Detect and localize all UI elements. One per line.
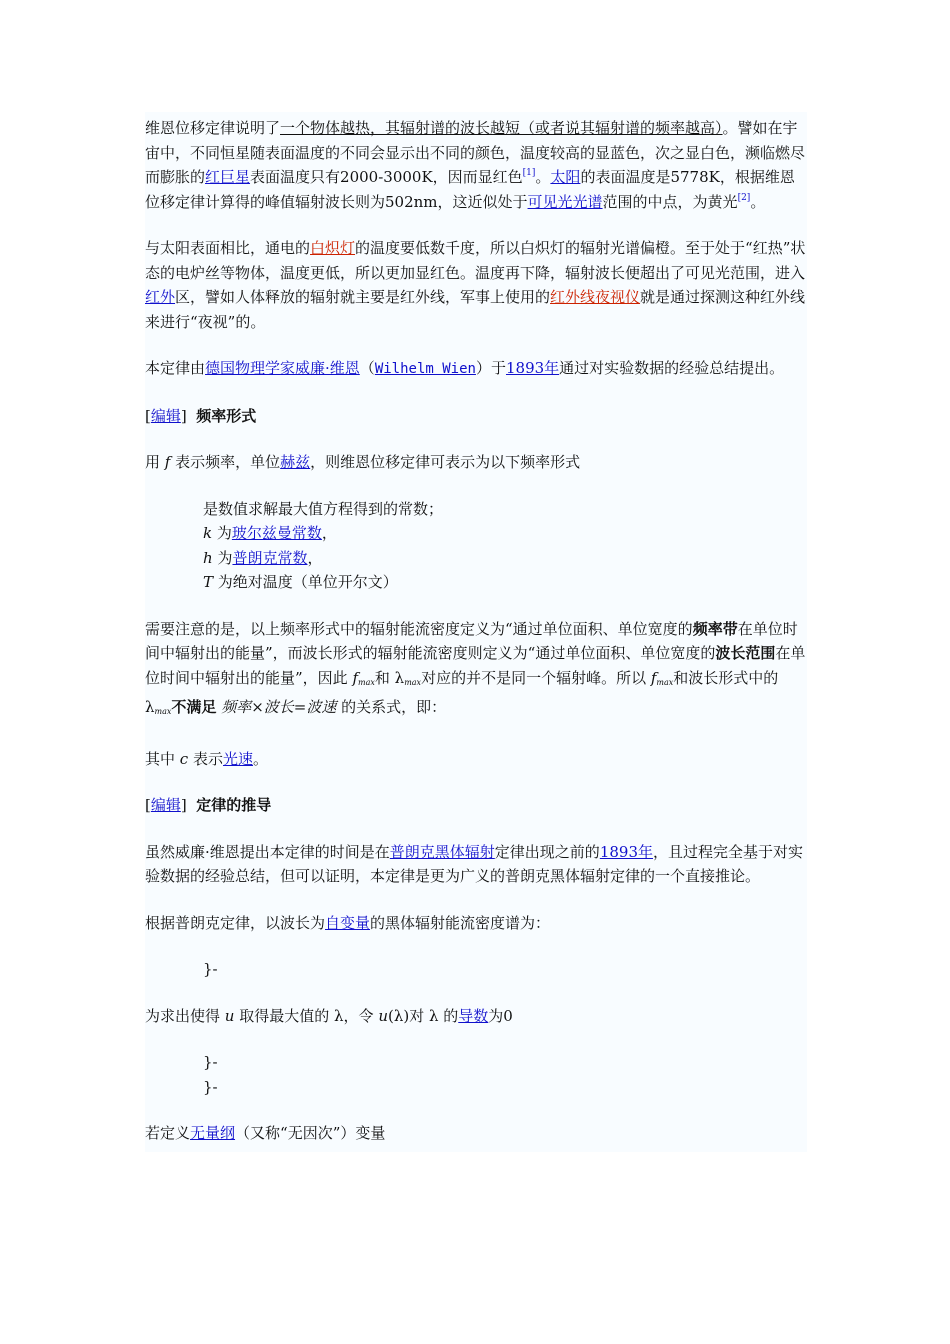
link-speed-of-light[interactable]: 光速 <box>223 749 254 768</box>
text: 为 <box>217 548 233 567</box>
text: 为绝对温度（单位开尔文） <box>217 573 398 591</box>
text: 。 <box>750 192 766 211</box>
paragraph-frequency <box>145 450 807 475</box>
text: 的温度要低数千度，所以白炽灯的辐射光谱偏橙。至于处于“红热”状态的电炉丝等物体，温度更低，所以更加显红色。温度再下降，辐射波长便超出了可见光范围，进入 <box>145 239 806 282</box>
list-item <box>203 497 807 522</box>
text: 为0 <box>488 1006 513 1025</box>
text: 和 <box>374 668 395 687</box>
symbol-lambda: λ <box>145 698 155 716</box>
text: 的关系式，即： <box>341 698 447 716</box>
link-planck-constant[interactable]: 普朗克常数 <box>232 548 308 567</box>
text: ，且过程完全基于对实验数据的经验总结，但可以证明，本定律是更为广义的普朗克黑体辐射定律的一个直接推论。 <box>145 842 804 885</box>
text: （ <box>359 359 375 377</box>
symbol-f: f <box>164 453 171 471</box>
list-item <box>203 546 807 571</box>
link-sun[interactable]: 太阳 <box>550 168 581 186</box>
reference-2[interactable]: [2] <box>737 192 751 203</box>
equation-placeholder: }- <box>203 960 218 978</box>
bold-text: 波长范围 <box>715 644 776 662</box>
paragraph-note <box>145 617 807 725</box>
text: 是数值求解最大值方程得到的常数； <box>203 499 444 518</box>
edit-link[interactable]: 编辑 <box>150 406 181 425</box>
subscript: max <box>656 677 674 687</box>
definition-list <box>145 497 807 595</box>
text: 其中 <box>145 749 176 768</box>
symbol-u: u <box>378 1006 388 1025</box>
paragraph-dimensionless <box>145 1121 807 1146</box>
text: 就是通过探测这种红外线来进行“夜视”的。 <box>145 288 806 331</box>
symbol-t: T <box>203 573 214 591</box>
list-item <box>203 570 807 595</box>
text: 取得最大值的 λ，令 <box>239 1006 374 1025</box>
text: 根据普朗克定律，以波长为 <box>145 913 326 932</box>
section-heading-derivation: [编辑] 定律的推导 <box>145 796 272 814</box>
list-item <box>203 521 807 546</box>
text: ， <box>321 524 337 542</box>
text: 表示频率，单位 <box>175 453 281 471</box>
reference-1[interactable]: [1] <box>522 168 536 178</box>
text: 。 <box>253 749 269 768</box>
equation-placeholder: }- <box>203 1077 218 1096</box>
link-incandescent-bulb[interactable]: 白炽灯 <box>310 239 356 257</box>
text: 范围的中点，为黄光 <box>602 192 738 211</box>
paragraph-light-speed <box>145 747 807 772</box>
edit-link[interactable]: 编辑 <box>150 796 181 814</box>
link-visible-spectrum[interactable]: 可见光光谱 <box>527 192 603 211</box>
link-red-giant[interactable]: 红巨星 <box>205 168 251 186</box>
symbol-f: f <box>650 668 657 687</box>
text: 区，譬如人体释放的辐射就主要是红外线，军事上使用的 <box>175 288 551 306</box>
bold-text: 频率带 <box>692 619 738 638</box>
link-year-1893[interactable]: 1893年 <box>505 359 560 377</box>
text: 本定律由 <box>145 359 206 377</box>
text: 的表面温度是5778K，根据维恩位移定律计算得的峰值辐射波长则为502nm，这近似处于 <box>145 168 795 211</box>
text: 需要注意的是，以上频率形式中的辐射能流密度定义为“通过单位面积、单位宽度的 <box>145 619 693 638</box>
underlined-text: 一个物体越热，其辐射谱的波长越短（或者说其辐射谱的频率越高） <box>280 119 723 137</box>
subscript: max <box>154 707 172 716</box>
section-heading-frequency-form: [编辑] 频率形式 <box>145 406 257 425</box>
subscript: max <box>404 677 422 687</box>
link-boltzmann-constant[interactable]: 玻尔兹曼常数 <box>231 524 322 542</box>
link-year-1893[interactable]: 1893年 <box>599 842 653 861</box>
text: 通过对实验数据的经验总结提出。 <box>559 359 785 377</box>
link-night-vision[interactable]: 红外线夜视仪 <box>550 288 641 306</box>
text: 对应的并不是同一个辐射峰。所以 <box>421 668 651 687</box>
text: ，则维恩位移定律可表示为以下频率形式 <box>310 453 581 471</box>
text: 表示 <box>192 749 223 768</box>
text: 与太阳表面相比，通电的 <box>145 239 311 257</box>
equation-placeholder: }- <box>203 1053 218 1071</box>
subscript: max <box>358 677 375 687</box>
text: 在单位时间中辐射出的能量”，而波长形式的辐射能流密度则定义为“通过单位面积、单位宽度的 <box>145 619 798 662</box>
text: (λ)对 λ 的 <box>387 1006 459 1025</box>
text: 表面温度只有2000-3000K，因而显红色 <box>250 168 523 186</box>
symbol-h: h <box>203 548 213 567</box>
link-independent-variable[interactable]: 自变量 <box>325 913 371 932</box>
paragraph-intro <box>145 116 807 214</box>
text: 用 <box>145 453 161 471</box>
text: 虽然威廉·维恩提出本定律的时间是在 <box>145 842 390 861</box>
bold-text: 不满足 <box>171 698 217 716</box>
text: 维恩位移定律说明了 <box>145 119 281 137</box>
symbol-c: c <box>179 749 189 768</box>
text: 为求出使得 <box>145 1006 221 1025</box>
symbol-f: f <box>352 668 359 687</box>
article-body <box>145 112 807 1152</box>
text: ）于 <box>475 359 506 377</box>
symbol-u: u <box>224 1006 235 1025</box>
text: 。譬如在宇宙中，不同恒星随表面温度的不同会显示出不同的颜色，温度较高的显蓝色，次之显白色，濒临燃尽而膨胀的 <box>145 119 806 186</box>
link-planck-radiation[interactable]: 普朗克黑体辐射 <box>389 842 495 861</box>
link-dimensionless[interactable]: 无量纲 <box>190 1124 236 1142</box>
link-hertz[interactable]: 赫兹 <box>280 453 311 471</box>
paragraph-history <box>145 356 807 382</box>
link-infrared[interactable]: 红外 <box>145 288 176 306</box>
text: ， <box>307 548 323 567</box>
link-derivative[interactable]: 导数 <box>458 1006 489 1025</box>
paragraph-incandescent <box>145 236 807 334</box>
text: 若定义 <box>145 1124 191 1142</box>
text: （又称“无因次”）变量 <box>235 1124 386 1142</box>
section-title: 频率形式 <box>196 406 257 425</box>
paragraph-maximize <box>145 1004 807 1029</box>
link-wilhelm-wien[interactable]: 德国物理学家威廉·维恩 <box>205 359 360 377</box>
symbol-lambda: λ <box>394 668 405 687</box>
link-wilhelm-wien-english[interactable]: Wilhelm Wien <box>374 361 476 377</box>
symbol-k: k <box>203 524 213 542</box>
text: 和波长形式中的 <box>673 668 779 687</box>
paragraph-planck-law <box>145 911 807 936</box>
section-title: 定律的推导 <box>196 796 272 814</box>
text: 的黑体辐射能流密度谱为： <box>370 913 551 932</box>
text: 。 <box>535 168 551 186</box>
text: 为 <box>216 524 232 542</box>
text: 定律出现之前的 <box>494 842 600 861</box>
relation-text: 频率×波长=波速 <box>221 698 337 716</box>
paragraph-derivation <box>145 840 807 889</box>
text: 在单位时间中辐射出的能量”，因此 <box>145 644 806 687</box>
